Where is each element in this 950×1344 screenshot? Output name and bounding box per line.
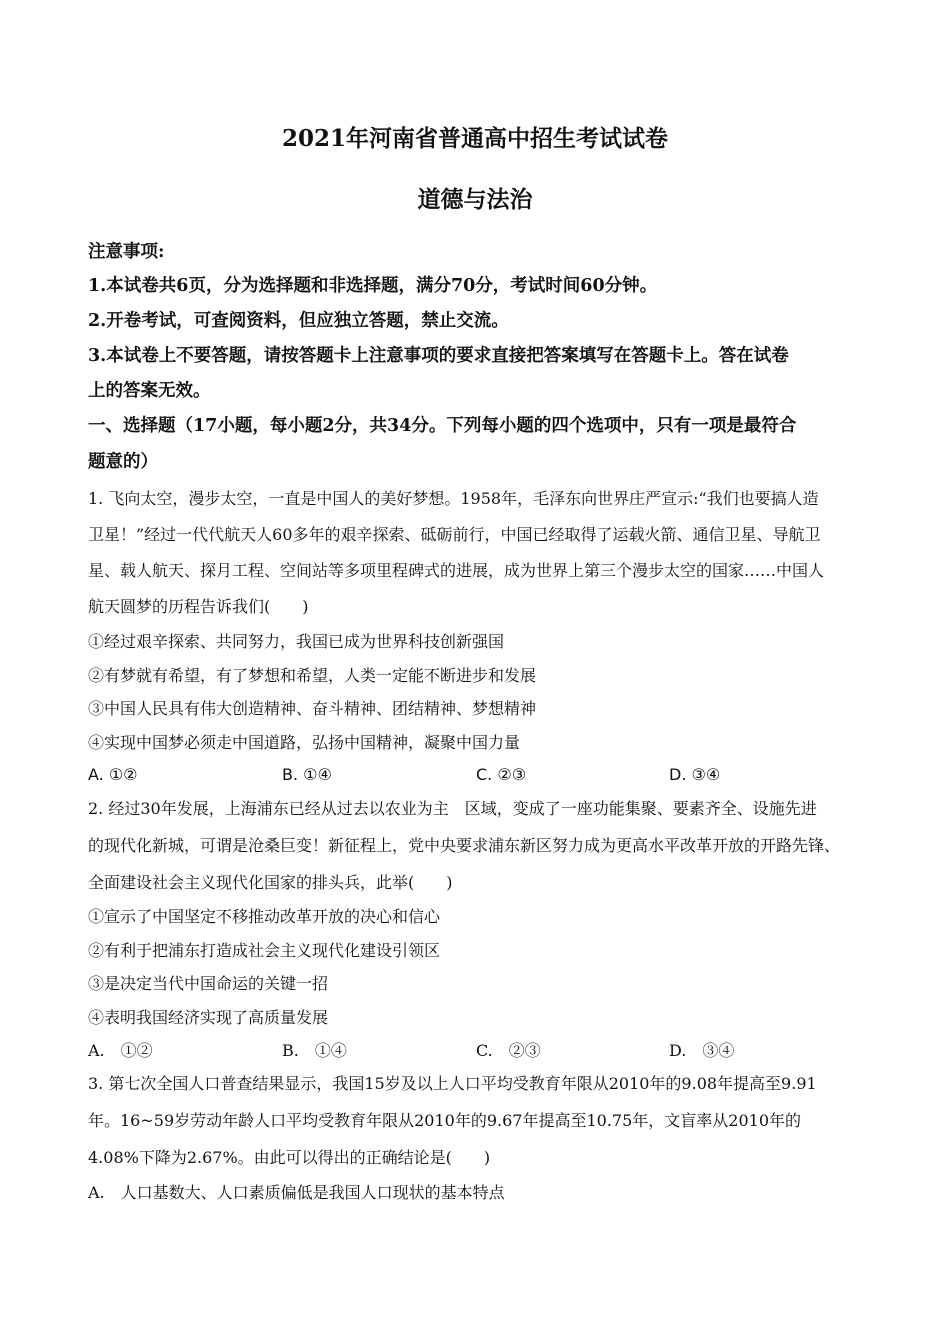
question-text: 卫星！”经过一代代航天人60多年的艰辛探索、砥砺前行，中国已经取得了运载火箭、通信卫星、导航卫 (88, 525, 821, 544)
option-d: D. ③④ (669, 765, 721, 784)
question-text: 1. 飞向太空，漫步太空，一直是中国人的美好梦想。1958年，毛泽东向世界庄严宣示:“我们也要搞人造 (88, 489, 819, 508)
exam-title: 2021年河南省普通高中招生考试试卷 (281, 125, 668, 152)
question-text: 4.08%下降为2.67%。由此可以得出的正确结论是( ) (88, 1148, 491, 1167)
option-c: C. ②③ (476, 765, 527, 784)
question-text: 3. 第七次全国人口普查结果显示，我国15岁及以上人口平均受教育年限从2010年的9.08年提高至9.91 (88, 1074, 817, 1093)
section-heading: 一、选择题（17小题，每小题2分，共34分。下列每小题的四个选项中，只有一项是最符合 (88, 416, 797, 436)
notice-item: 1.本试卷共6页，分为选择题和非选择题，满分70分，考试时间60分钟。 (88, 276, 658, 296)
statement: ③是决定当代中国命运的关键一招 (88, 974, 329, 993)
option-a: A. ①② (88, 765, 138, 784)
statement: ②有利于把浦东打造成社会主义现代化建设引领区 (88, 941, 441, 960)
question-text: 年。16~59岁劳动年龄人口平均受教育年限从2010年的9.67年提高至10.75年，文盲率从2010年的 (88, 1111, 801, 1130)
notice-item: 上的答案无效。 (88, 381, 211, 401)
statement: ③中国人民具有伟大创造精神、奋斗精神、团结精神、梦想精神 (88, 699, 537, 718)
option-a: A. 人口基数大、人口素质偏低是我国人口现状的基本特点 (88, 1183, 505, 1202)
section-heading-continued: 题意的） (88, 452, 158, 472)
notice-item: 2.开卷考试，可查阅资料，但应独立答题，禁止交流。 (88, 311, 509, 331)
statement: ④表明我国经济实现了高质量发展 (88, 1008, 329, 1027)
question-text: 2. 经过30年发展，上海浦东已经从过去以农业为主 区域，变成了一座功能集聚、要素齐全、设施先进 (88, 799, 817, 818)
question-text: 的现代化新城，可谓是沧桑巨变！新征程上，党中央要求浦东新区努力成为更高水平改革开放的开路先锋、 (88, 836, 841, 855)
question-text: 航天圆梦的历程告诉我们( ) (88, 597, 309, 616)
option-a: A. ①② (88, 1041, 153, 1060)
notice-item: 3.本试卷上不要答题，请按答题卡上注意事项的要求直接把答案填写在答题卡上。答在试卷 (88, 346, 789, 366)
subject-title: 道德与法治 (417, 186, 533, 213)
option-c: C. ②③ (476, 1041, 541, 1060)
option-b: B. ①④ (282, 1041, 347, 1060)
statement: ④实现中国梦必须走中国道路，弘扬中国精神，凝聚中国力量 (88, 733, 521, 752)
option-b: B. ①④ (282, 765, 332, 784)
statement: ①经过艰辛探索、共同努力，我国已成为世界科技创新强国 (88, 632, 505, 651)
question-text: 星、载人航天、探月工程、空间站等多项里程碑式的进展，成为世界上第三个漫步太空的国家……中国人 (88, 561, 825, 580)
statement: ②有梦就有希望，有了梦想和希望，人类一定能不断进步和发展 (88, 666, 537, 685)
option-d: D. ③④ (669, 1041, 735, 1060)
statement: ①宣示了中国坚定不移推动改革开放的决心和信心 (88, 907, 441, 926)
question-text: 全面建设社会主义现代化国家的排头兵，此举( ) (88, 873, 453, 892)
notice-heading: 注意事项: (88, 242, 165, 262)
